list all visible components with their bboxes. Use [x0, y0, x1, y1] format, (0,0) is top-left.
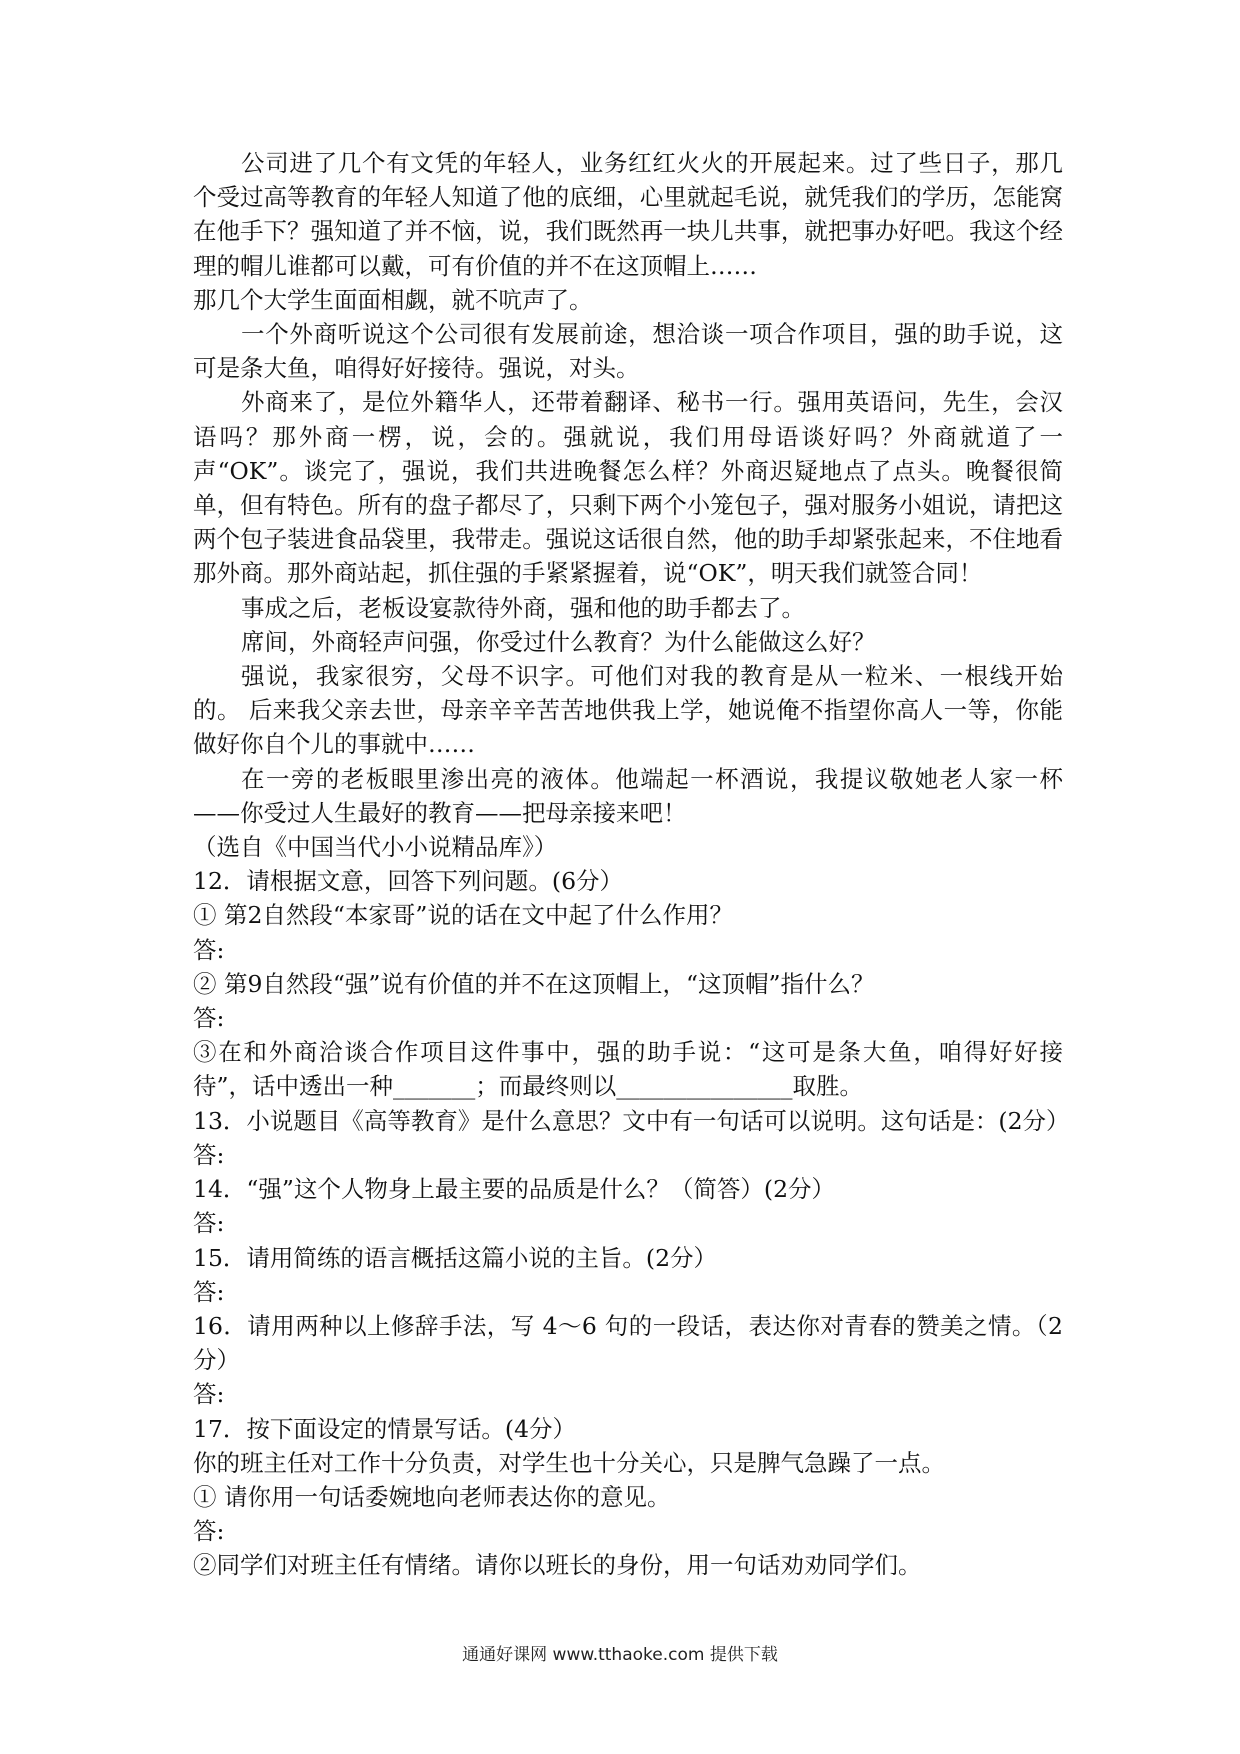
answer-label: 答: — [193, 935, 225, 964]
question-15: 15．请用简练的语言概括这篇小说的主旨。(2分） — [193, 1243, 718, 1272]
question-17-1: ① 请你用一句话委婉地向老师表达你的意见。 — [193, 1482, 671, 1511]
story-paragraph: 事成之后，老板设宴款待外商，强和他的助手都去了。 — [241, 593, 805, 622]
footer-download-note: 通通好课网 www.tthaoke.com 提供下载 — [462, 1645, 778, 1665]
answer-label: 答: — [193, 1209, 225, 1238]
question-13: 13．小说题目《高等教育》是什么意思？文中有一句话可以说明。这句话是：(2分） — [193, 1106, 1070, 1135]
story-paragraph: 那几个大学生面面相觑，就不吭声了。 — [193, 285, 593, 314]
story-paragraph: 在一旁的老板眼里渗出亮的液体。他端起一杯酒说，我提议敬她老人家一杯——你受过人生最好的教育——把母亲接来吧！ — [193, 764, 1063, 827]
question-12-2: ② 第9自然段“强”说有价值的并不在这顶帽上，“这顶帽”指什么？ — [193, 969, 875, 998]
question-17: 17．按下面设定的情景写话。(4分） — [193, 1414, 577, 1443]
answer-label: 答: — [193, 1517, 225, 1546]
question-17-context: 你的班主任对工作十分负责，对学生也十分关心，只是脾气急躁了一点。 — [193, 1448, 945, 1477]
answer-label: 答: — [193, 1140, 225, 1169]
answer-label: 答: — [193, 1004, 225, 1033]
story-source: （选自《中国当代小小说精品库》） — [193, 833, 558, 862]
story-paragraph: 席间，外商轻声问强，你受过什么教育？为什么能做这么好？ — [241, 627, 876, 656]
exam-content — [193, 146, 1070, 1583]
answer-label: 答: — [193, 1277, 225, 1306]
question-17-2: ②同学们对班主任有情绪。请你以班长的身份，用一句话劝劝同学们。 — [193, 1551, 922, 1580]
question-12: 12．请根据文意，回答下列问题。(6分） — [193, 867, 624, 896]
story-paragraph: 一个外商听说这个公司很有发展前途，想洽谈一项合作项目，强的助手说，这可是条大鱼，咱得好好接待。强说，对头。 — [193, 320, 1063, 383]
story-paragraph: 公司进了几个有文凭的年轻人，业务红红火火的开展起来。过了些日子，那几个受过高等教育的年轻人知道了他的底细，心里就起毛说，就凭我们的学历，怎能窝在他手下？强知道了并不恼，说，我们既然再一块儿共事，就把事办好吧。我这个经理的帽儿谁都可以戴，可有价值的并不在这顶帽上…… — [193, 149, 1063, 280]
answer-label: 答: — [193, 1380, 225, 1409]
story-paragraph: 外商来了，是位外籍华人，还带着翻译、秘书一行。强用英语问，先生，会汉语吗？那外商一楞，说，会的。强就说，我们用母语谈好吗？外商就道了一声“OK”。谈完了，强说，我们共进晚餐怎么样？外商迟疑地点了点头。晚餐很简单，但有特色。所有的盘子都尽了，只剩下两个小笼包子，强对服务小姐说，请把这两个包子装进食品袋里，我带走。强说这话很自然，他的助手却紧张起来，不住地看那外商。那外商站起，抓住强的手紧紧握着，说“OK”，明天我们就签合同！ — [193, 388, 1063, 588]
question-16: 16．请用两种以上修辞手法，写 4～6 句的一段话，表达你对青春的赞美之情。（2分） — [193, 1311, 1063, 1375]
question-14: 14．“强”这个人物身上最主要的品质是什么？（简答）(2分） — [193, 1175, 836, 1204]
question-12-3: ③在和外商洽谈合作项目这件事中，强的助手说：“这可是条大鱼，咱得好好接待”，话中透出一种_______；而最终则以_______________取胜。 — [193, 1038, 1063, 1101]
story-paragraph: 强说，我家很穷，父母不识字。可他们对我的教育是从一粒米、一根线开始的。 后来我父亲去世，母亲辛辛苦苦地供我上学，她说俺不指望你高人一等，你能做好你自个儿的事就中…… — [193, 662, 1063, 759]
question-12-1: ① 第2自然段“本家哥”说的话在文中起了什么作用？ — [193, 901, 733, 930]
